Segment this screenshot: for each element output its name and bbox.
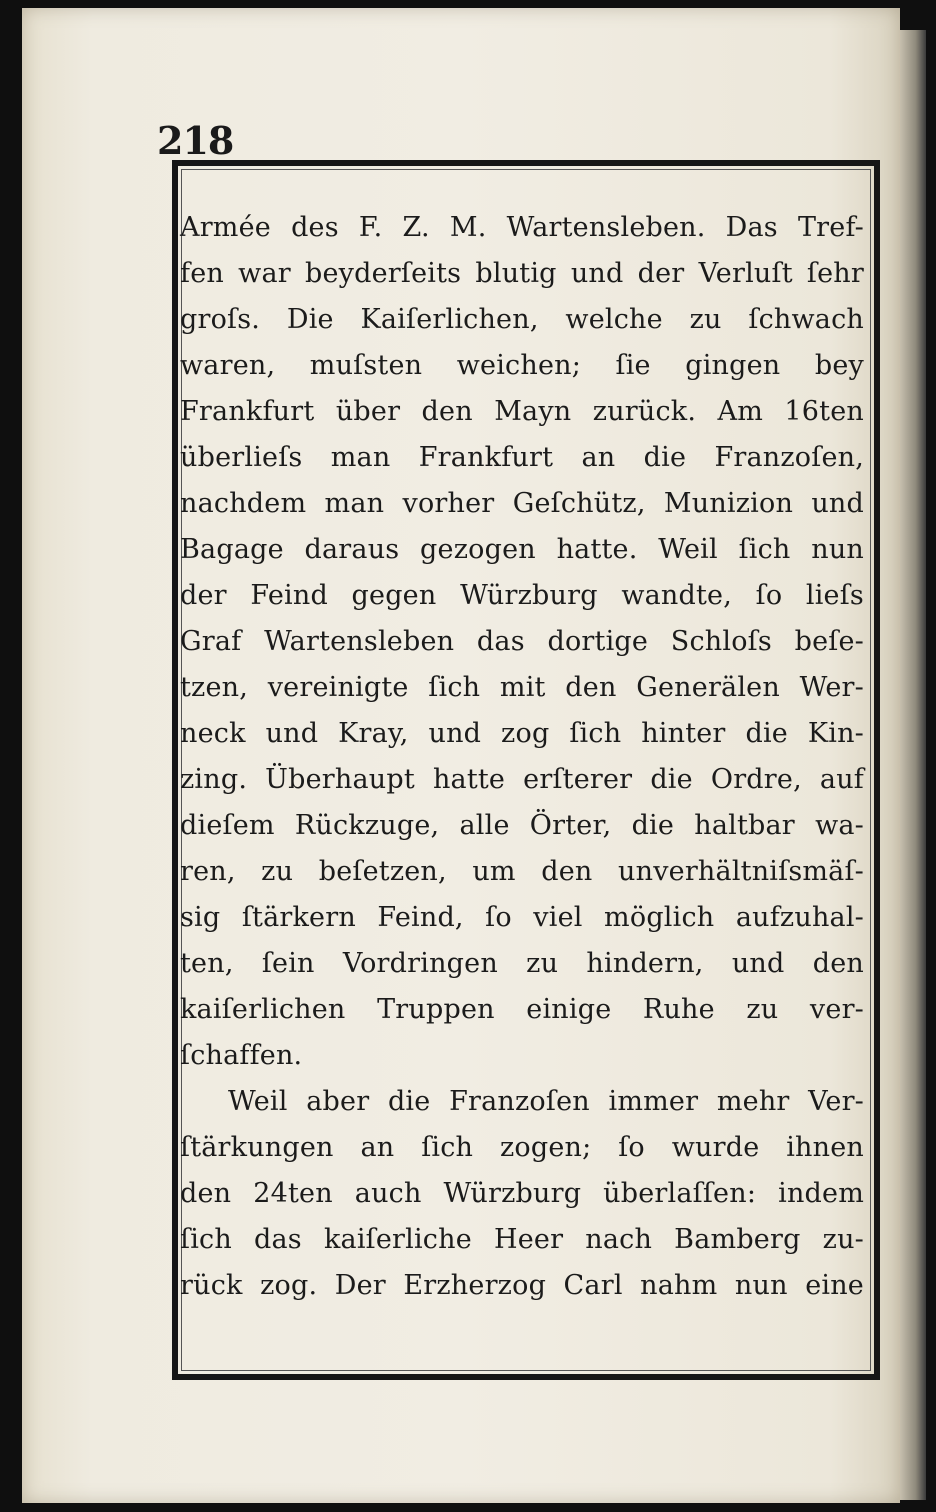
text-line: den 24ten auch Würzburg überlaſſen: indem	[180, 1178, 864, 1209]
text-line: Armée des F. Z. M. Wartensleben. Das Tref-	[180, 212, 864, 243]
text-line: sig ſtärkern Feind, ſo viel möglich aufzuhal-	[180, 902, 864, 933]
text-line: ren, zu beſetzen, um den unverhältniſsmäſ-	[180, 856, 864, 887]
text-line: Bagage daraus gezogen hatte. Weil ſich nun	[180, 534, 864, 565]
text-line: tzen, vereinigte ſich mit den Generälen Wer-	[180, 672, 864, 703]
text-line: ten, ſein Vordringen zu hindern, und den	[180, 948, 864, 979]
page-number: 218	[157, 118, 234, 163]
text-line: nachdem man vorher Geſchütz, Munizion und	[180, 488, 864, 519]
text-line: rück zog. Der Erzherzog Carl nahm nun eine	[180, 1270, 864, 1301]
page-edge-shadow	[900, 30, 926, 1500]
body-text	[180, 205, 864, 1309]
text-line: neck und Kray, und zog ſich hinter die Kin-	[180, 718, 864, 749]
text-line: ſich das kaiſerliche Heer nach Bamberg zu-	[180, 1224, 864, 1255]
text-line: kaiſerlichen Truppen einige Ruhe zu ver-	[180, 994, 864, 1025]
text-line: überlieſs man Frankfurt an die Franzoſen,	[180, 442, 864, 473]
paragraph-start-line: Weil aber die Franzoſen immer mehr Ver-	[228, 1086, 864, 1117]
text-line: fen war beyderſeits blutig und der Verluſt ſehr	[180, 258, 864, 289]
text-line: Graf Wartensleben das dortige Schloſs beſe-	[180, 626, 864, 657]
text-line: groſs. Die Kaiſerlichen, welche zu ſchwach	[180, 304, 864, 335]
text-line: der Feind gegen Würzburg wandte, ſo lieſs	[180, 580, 864, 611]
text-line: dieſem Rückzuge, alle Örter, die haltbar wa-	[180, 810, 864, 841]
paragraph-end-line: ſchaffen.	[180, 1040, 303, 1071]
text-line: ſtärkungen an ſich zogen; ſo wurde ihnen	[180, 1132, 864, 1163]
text-line: waren, muſsten weichen; ſie gingen bey	[180, 350, 864, 381]
text-line: Frankfurt über den Mayn zurück. Am 16ten	[180, 396, 864, 427]
text-line: zing. Überhaupt hatte erſterer die Ordre, auf	[180, 764, 864, 795]
